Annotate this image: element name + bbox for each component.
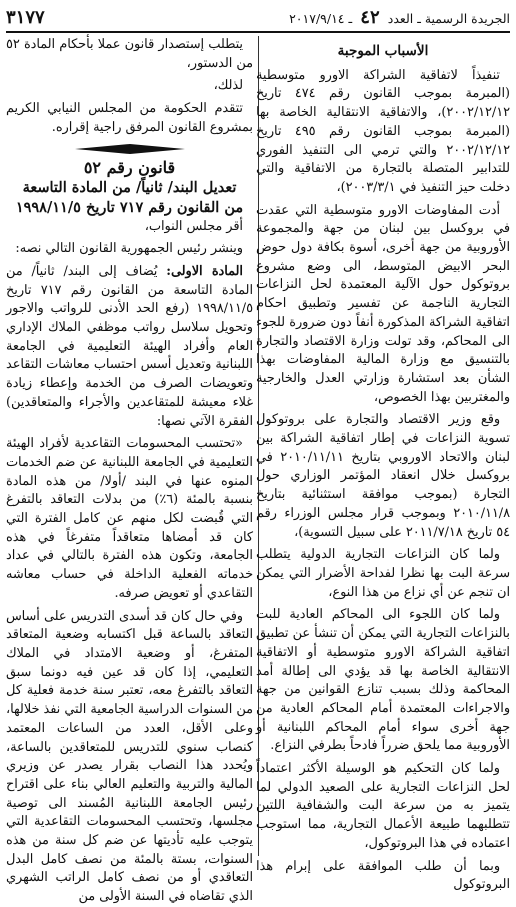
right-column xyxy=(256,36,511,893)
page-header xyxy=(6,4,510,30)
enactment-line: وينشر رئيس الجمهورية القانون التالي نصه: xyxy=(15,241,243,257)
paragraph: يتطلب إستصدار قانون عملا بأحكام المادة ٥٢ من الدستور، xyxy=(6,37,253,71)
article-one xyxy=(6,263,253,431)
page-number: ٣١٧٧ xyxy=(6,6,45,28)
diamond-rule-icon xyxy=(75,144,185,154)
gazette-title: الجريدة الرسمية ـ العدد xyxy=(387,10,510,26)
law-title: قانون رقم ٥٢ xyxy=(83,157,176,177)
paragraph: تتقدم الحكومة من المجلس النيابي الكريم بمشروع القانون المرفق راجية إقراره. xyxy=(6,101,253,135)
left-column xyxy=(6,36,253,905)
issue-date: ـ ٢٠١٧/٩/١٤ xyxy=(289,10,353,26)
paragraph: ولما كان النزاعات التجارية الدولية يتطلب سرعة البت بها نظرا لفداحة الأضرار التي يمكن ان تنجم عن أي نزاع من هذا النوع، xyxy=(256,547,510,600)
paragraph: وبما أن طلب الموافقة على إبرام هذا البروتوكول xyxy=(256,858,510,893)
paragraph: ولما كان التحكيم هو الوسيلة الأكثر اعتماداً لحل النزاعات التجارية على الصعيد الدولي لما يتميز به من سرعة البت والشفافية اللتين تتطلبهما طبيعة الأعمال التجارية، مما استوجب اعتماده في هذا البروتوكول، xyxy=(256,761,510,851)
enactment-line: أقر مجلس النواب، xyxy=(144,218,243,234)
law-subtitle: تعديل البند/ ثانياً/ من المادة التاسعة xyxy=(22,178,237,196)
paragraph: وفي حال كان قد أسدى التدريس على أساس التعاقد بالساعة قبل اكتسابه وضعية المتعاقد المتفرغ، أو وضعية الامتداد في الملاك التعليمي، إذا كان قد عين فيه دونما سبق التعاقد بالتفرغ معه، تعتبر سنة خدمة فعلية كل من السنوات الدراسية الجامعية التي نفذ خلالها، وعلى الأقل، العدد من الساعات المعتمد كنصاب سنوي للتدريس للمتعاقدين بالساعة، ويُحدد هذا النصاب بقرار يصدر عن وزيري المالية والتربية والتعليم العالي بناء على اقتراح رئيس الجامعة اللبنانية المُسند الى توصية مجلسها، وتحتسب المحسومات التقاعدية التي يتوجب عليه تأديتها عن ضم كل سنة من هذه السنوات، بستة بالمئة من نصف كامل البدل التعاقدي أو من نصف كامل الراتب الشهري الذي تقاضاه في السنة الأولى من xyxy=(6,608,253,905)
paragraph: أدت المفاوضات الاورو متوسطية التي عقدت في بروكسل بين لبنان من جهة والمجموعة الأوروبية من جهة أخرى، أسوة بكافة دول حوض البحر الابيض المتوسط، الى وضع مشروع بروتوكول حول الآلية المعتمدة لحل النزاعات التجارية الناجمة عن تفسير وتطبيق احكام اتفاقية الشراكة المذكورة أنفاً دون ضرورة للجوء الى المحاكم، وقد تولت وزارة الاقتصاد والتجارة بالتنسيق مع وزارة المالية المفاوضات بهذا الشأن بعد استشارة وزارتي العدل والخارجية والمغتربين بهذا الخصوص، xyxy=(256,202,510,405)
ornament-divider xyxy=(6,144,253,154)
article-label: المادة الاولى: xyxy=(166,263,243,279)
paragraph: تنفيذاً لاتفاقية الشراكة الاورو متوسطية (المبرمة بموجب القانون رقم ٤٧٤ تاريخ ٢٠٠٢/١٢/١٢)، والاتفاقية الانتقالية الخاصة بها (المبرمة بموجب القانون رقم ٤٩٥ تاريخ ٢٠٠٢/١٢/١٢ والتي ترمي الى التنفيذ الفوري للتدابير المتصلة بالتجارة من الاتفاقية والتي دخلت حيز التنفيذ في ٢٠٠٣/٣/١)، xyxy=(256,67,511,195)
section-heading: الأسباب الموجبة xyxy=(337,43,429,59)
gazette-issue xyxy=(289,7,510,28)
header-rule xyxy=(6,31,510,33)
quoted-paragraph: «تحتسب المحسومات التقاعدية لأفراد الهيئة التعليمية في الجامعة اللبنانية عن ضم الخدمات المنوه عنها في البند /أولا/ من هذه المادة بنسبة بالمئة (٦٪) من بدلات التعاقد بالتفرغ التي قُبضت لكل منهم عن كامل الفترة التي كان قد أمضاها متعاقداً متفرغاً في هذه الجامعة، وتكون هذه الفترة بالتالي في عداد خدماته الفعلية الداخلة في حساب معاشه التقاعدي أو تعويض صرفه. xyxy=(6,436,253,601)
article-text: يُضاف إلى البند/ ثانياً/ من المادة التاسعة من القانون رقم ٧١٧ تاريخ ١٩٩٨/١١/٥ (رفع الحد الأدنى للرواتب والاجور وتحويل سلاسل رواتب موظفي الملاك الإداري العام وأفراد الهيئة التعليمية في الجامعة اللبنانية وتعديل أسس احتساب معاشات التقاعد وتعويضات الصرف من الخدمة وإعطاء زيادة غلاء معيشة للمتقاعدين والأجراء والمتعاقدين) الفقرة الآتي نصها: xyxy=(6,263,253,429)
paragraph: وقع وزير الاقتصاد والتجارة على بروتوكول تسوية النزاعات في إطار اتفاقية الشراكة بين لبنان والاتحاد الاوروبي بتاريخ ٢٠١٠/١١/١١ في بروكسل خلال انعقاد المؤتمر الوزاري حول التجارة (بموجب موافقة استثنائية بتاريخ ٢٠١٠/١١/٨ وبموجب قرار مجلس الوزراء رقم ٥٤ تاريخ ٢٠١١/٧/١٨ على سبيل التسوية)، xyxy=(256,412,511,540)
law-subtitle: من القانون رقم ٧١٧ تاريخ ١٩٩٨/١١/٥ xyxy=(15,198,244,216)
paragraph: ولما كان اللجوء الى المحاكم العادية للبت بالنزاعات التجارية التي يمكن أن تنشأ عن تطبيق اتفاقية الشراكة الاورو متوسطية أو الاتفاقية الانتقالية الخاصة بها قد يؤدي الى إطالة أمد المحاكمة وذلك بسبب تنازع القوانين من جهة والاجراءات المعتمدة أمام المحاكم العادية من جهة أخرى سواء أمام المحاكم اللبنانية أو الأوروبية مما يلحق ضرراً فادحاً بطرفي النزاع. xyxy=(256,607,510,754)
issue-number: ٤٢ xyxy=(360,6,380,28)
paragraph: لذلك، xyxy=(213,78,243,94)
